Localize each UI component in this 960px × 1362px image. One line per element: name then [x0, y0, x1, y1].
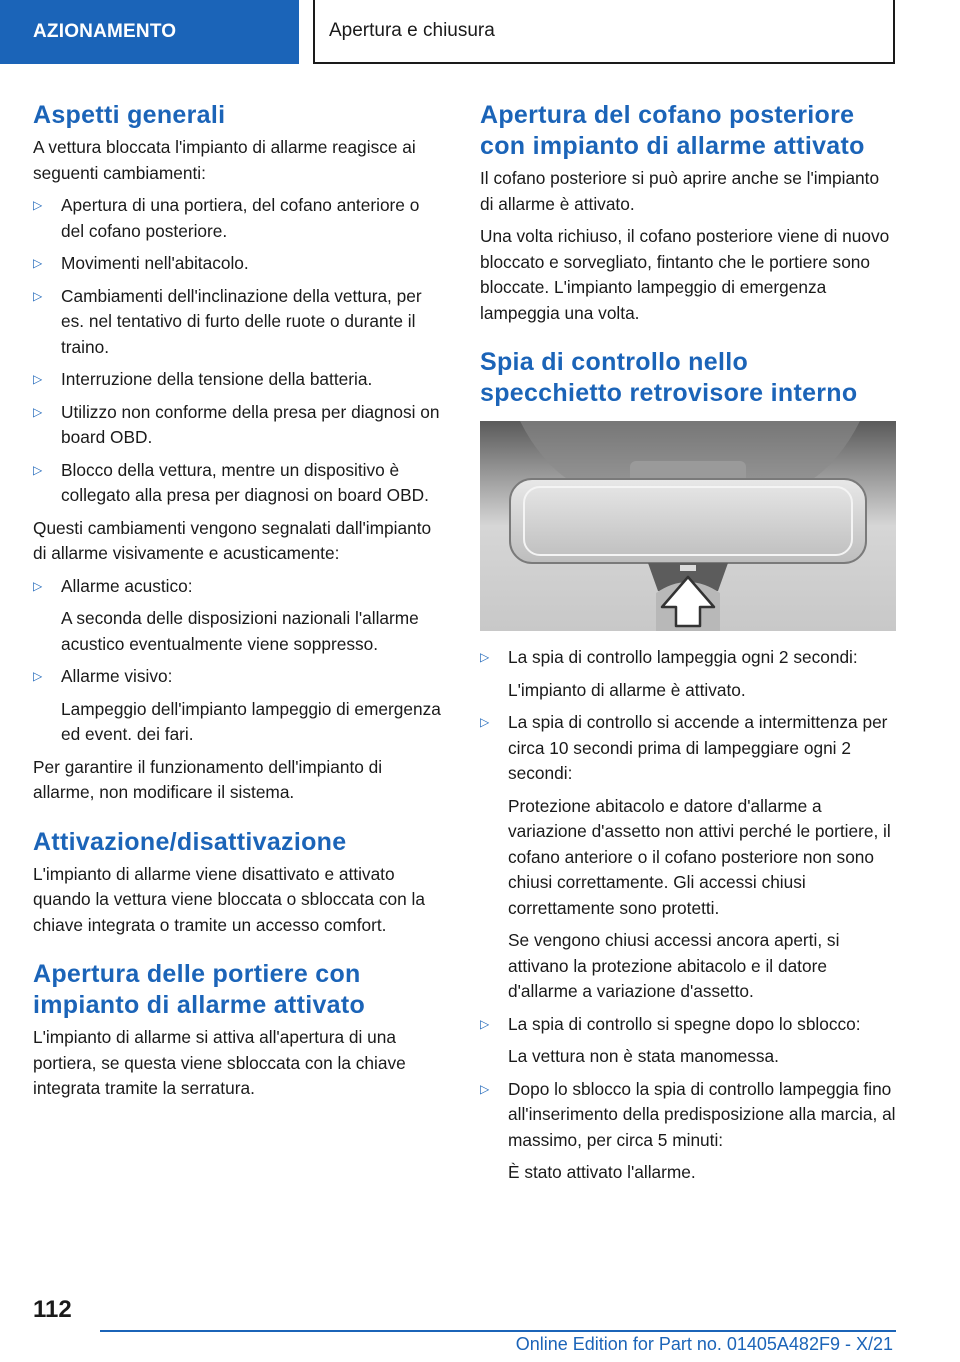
doors-text: L'impianto di allarme si attiva all'apertura di una portiera, se questa viene sbloccata con la chiave integrata tramite la serratura.: [33, 1027, 406, 1098]
triangle-bullet-icon: ▷: [480, 1081, 490, 1096]
general-note: Per garantire il funzionamento dell'impianto di allarme, non modificare il sistema.: [33, 756, 383, 802]
trunk-text-2: Una volta richiuso, il cofano posteriore viene di nuovo bloccato e sorvegliato, fintanto che le portiere sono bloccate. L'impianto lampeggio di emergenza lampeggia una volta.: [480, 226, 890, 323]
edition-footer: Online Edition for Part no. 01405A482F9 - X/21: [515, 1334, 893, 1354]
general-intro: A vettura bloccata l'impianto di allarme reagisce ai seguenti cambiamenti:: [33, 137, 416, 183]
footer-divider: [100, 1330, 896, 1332]
page-number: 112: [33, 1296, 72, 1323]
list-item: ▷ Utilizzo non conforme della presa per diagnosi on board OBD.: [33, 401, 440, 447]
list-item: ▷ Movimenti nell'abitacolo.: [33, 251, 443, 277]
list-item: ▷ La spia di controllo lampeggia ogni 2 secondi: L'impianto di allarme è attivato.: [480, 647, 858, 700]
triangle-bullet-icon: ▷: [480, 1016, 490, 1031]
triangle-bullet-icon: ▷: [33, 578, 43, 593]
mirror-illustration: [480, 421, 896, 631]
chapter-title: Apertura e chiusura: [329, 20, 495, 41]
list-item: ▷ Allarme acustico: A seconda delle disposizioni nazionali l'allarme acustico eventualmente viene soppresso.: [33, 575, 419, 654]
triangle-bullet-icon: ▷: [480, 715, 490, 729]
triangle-bullet-icon: ▷: [33, 404, 43, 419]
section-tab: [0, 0, 299, 64]
list-item: ▷ La spia di controllo si accende a intermittenza per circa 10 secondi prima di lampeggiare ogni 2 secondi: Protezione abitacolo e datore d'allarme a variazione d'assetto non attivi perché le portiere, il cofano anteriore o il cofano posteriore non sono chiusi correttamente. Gli accessi chiusi correttamente sono protetti. Se vengono chiusi accessi ancora aperti, si attivano la protezione abitacolo e il datore d'allarme a variazione d'assetto.: [480, 712, 891, 1001]
mirror-light-list: [480, 645, 896, 1186]
triangle-bullet-icon: ▷: [33, 669, 43, 683]
change-list: [33, 193, 443, 509]
activation-text: L'impianto di allarme viene disattivato e attivato quando la vettura viene bloccata o sbloccata con la chiave integrata o tramite un accesso comfort.: [33, 863, 425, 935]
heading-doors: Apertura delle portiere con impianto di allarme attivato: [33, 960, 366, 1019]
chapter-title-box: [313, 0, 895, 64]
heading-activation: Attivazione/disattivazione: [33, 827, 347, 856]
heading-general: Aspetti generali: [33, 101, 226, 129]
list-item: ▷ La spia di controllo si spegne dopo lo sblocco: La vettura non è stata manomessa.: [480, 1013, 861, 1066]
triangle-bullet-icon: ▷: [33, 288, 43, 303]
triangle-bullet-icon: ▷: [480, 650, 490, 664]
signals-intro: Questi cambiamenti vengono segnalati dall'impianto di allarme visivamente e acusticamente:: [33, 517, 432, 563]
triangle-bullet-icon: ▷: [33, 256, 43, 270]
heading-trunk: Apertura del cofano posteriore con impianto di allarme attivato: [480, 101, 865, 160]
list-item: ▷ Allarme visivo: Lampeggio dell'impianto lampeggio di emergenza ed event. dei fari.: [33, 666, 441, 744]
triangle-bullet-icon: ▷: [33, 372, 43, 386]
heading-mirror: Spia di controllo nello specchietto retrovisore interno: [480, 348, 858, 407]
signal-list: [33, 574, 443, 748]
triangle-bullet-icon: ▷: [33, 198, 43, 212]
list-item: ▷ Dopo lo sblocco la spia di controllo lampeggia fino all'inserimento della predisposizione alla marcia, al massimo, per circa 5 minuti: È stato attivato l'allarme.: [480, 1078, 896, 1182]
list-item: ▷ Blocco della vettura, mentre un dispositivo è collegato alla presa per diagnosi on board OBD.: [33, 459, 429, 505]
section-tab-label: AZIONAMENTO: [33, 21, 177, 42]
right-column: [480, 100, 896, 1193]
list-item: ▷ Cambiamenti dell'inclinazione della vettura, per es. nel tentativo di furto delle ruote o durante il traino.: [33, 285, 422, 357]
list-item: ▷ Apertura di una portiera, del cofano anteriore o del cofano posteriore.: [33, 195, 420, 241]
triangle-bullet-icon: ▷: [33, 462, 43, 477]
trunk-text-1: Il cofano posteriore si può aprire anche se l'impianto di allarme è attivato.: [480, 168, 880, 214]
left-column: [33, 100, 443, 1109]
list-item: ▷ Interruzione della tensione della batteria.: [33, 367, 443, 393]
